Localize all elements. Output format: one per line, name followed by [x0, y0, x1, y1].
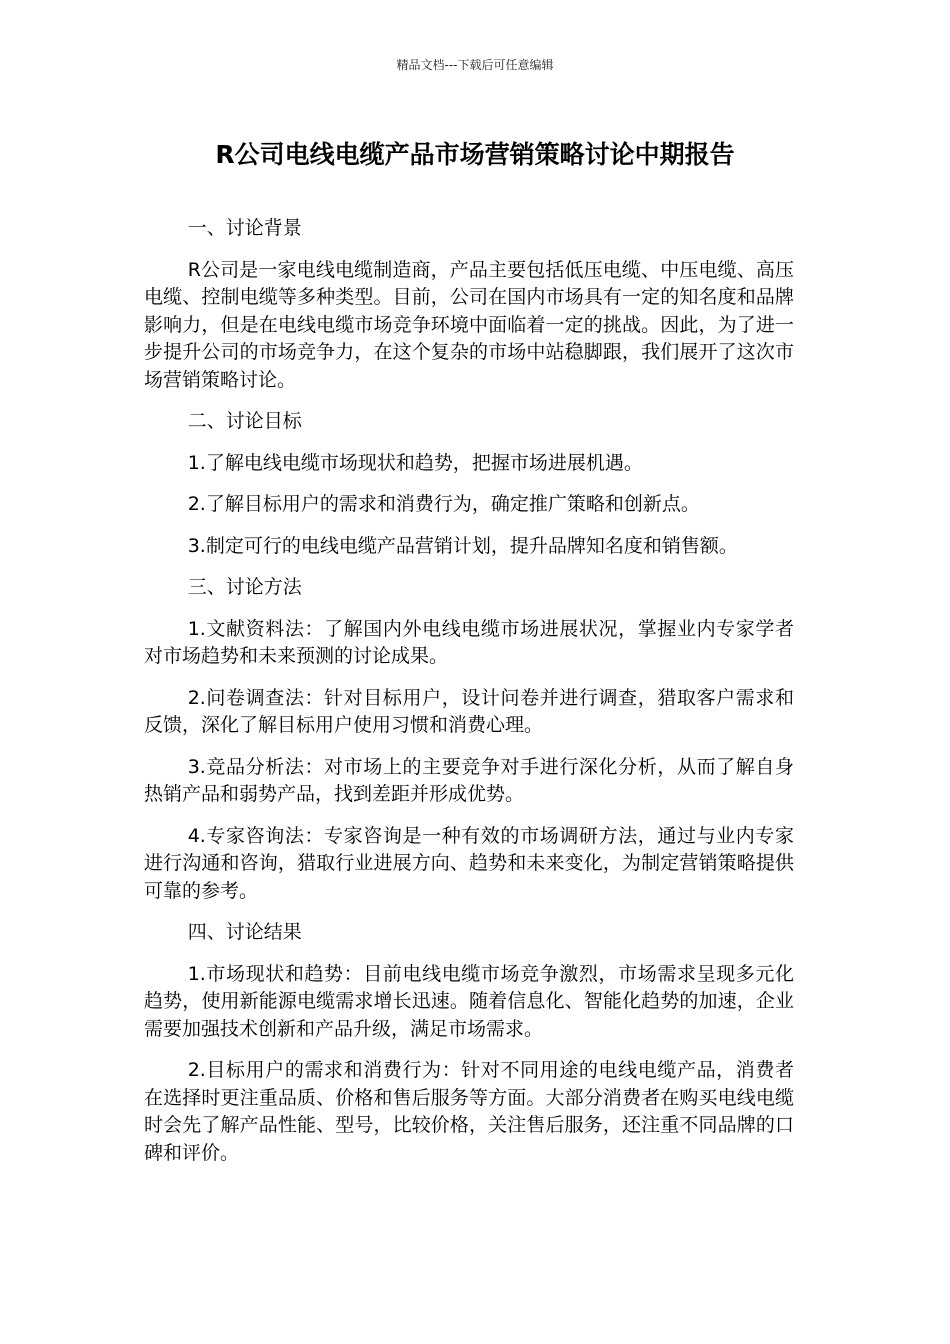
- section-heading-results: 四、讨论结果: [187, 921, 302, 943]
- objective-item-2: 2.了解目标用户的需求和消费行为，确定推广策略和创新点。: [187, 493, 700, 515]
- page-header-note: 精品文档---下载后可任意编辑: [396, 58, 554, 72]
- section-heading-methods: 三、讨论方法: [187, 576, 302, 598]
- section-heading-background: 一、讨论背景: [187, 217, 302, 239]
- document-title: R公司电线电缆产品市场营销策略讨论中期报告: [215, 140, 735, 169]
- objective-item-3: 3.制定可行的电线电缆产品营销计划，提升品牌知名度和销售额。: [187, 534, 738, 557]
- result-item-2: 2.目标用户的需求和消费行为：针对不同用途的电线电缆产品，消费者在选择时更注重品质、价格和售后服务等方面。大部分消费者在购买电线电缆时会先了解产品性能、型号，比较价格，关注售后服务，还注重不同品牌的口碑和评价。: [144, 1059, 794, 1164]
- paragraph-background: R公司是一家电线电缆制造商，产品主要包括低压电缆、中压电缆、高压电缆、控制电缆等多种类型。目前，公司在国内市场具有一定的知名度和品牌影响力，但是在电线电缆市场竞争环境中面临着一定的挑战。因此，为了进一步提升公司的市场竞争力，在这个复杂的市场中站稳脚跟，我们展开了这次市场营销策略讨论。: [144, 258, 794, 391]
- document-body: [144, 215, 794, 1181]
- section-heading-objectives: 二、讨论目标: [187, 410, 302, 432]
- method-item-1: 1.文献资料法：了解国内外电线电缆市场进展状况，掌握业内专家学者对市场趋势和未来预测的讨论成果。: [144, 617, 794, 667]
- result-item-1: 1.市场现状和趋势：目前电线电缆市场竞争激烈，市场需求呈现多元化趋势，使用新能源电缆需求增长迅速。随着信息化、智能化趋势的加速，企业需要加强技术创新和产品升级，满足市场需求。: [144, 962, 794, 1040]
- method-item-3: 3.竞品分析法：对市场上的主要竞争对手进行深化分析，从而了解自身热销产品和弱势产品，找到差距并形成优势。: [144, 755, 794, 805]
- method-item-4: 4.专家咨询法：专家咨询是一种有效的市场调研方法，通过与业内专家进行沟通和咨询，猎取行业进展方向、趋势和未来变化，为制定营销策略提供可靠的参考。: [144, 824, 794, 902]
- method-item-2: 2.问卷调查法：针对目标用户，设计问卷并进行调查，猎取客户需求和反馈，深化了解目标用户使用习惯和消费心理。: [144, 686, 794, 736]
- objective-item-1: 1.了解电线电缆市场现状和趋势，把握市场进展机遇。: [187, 451, 643, 474]
